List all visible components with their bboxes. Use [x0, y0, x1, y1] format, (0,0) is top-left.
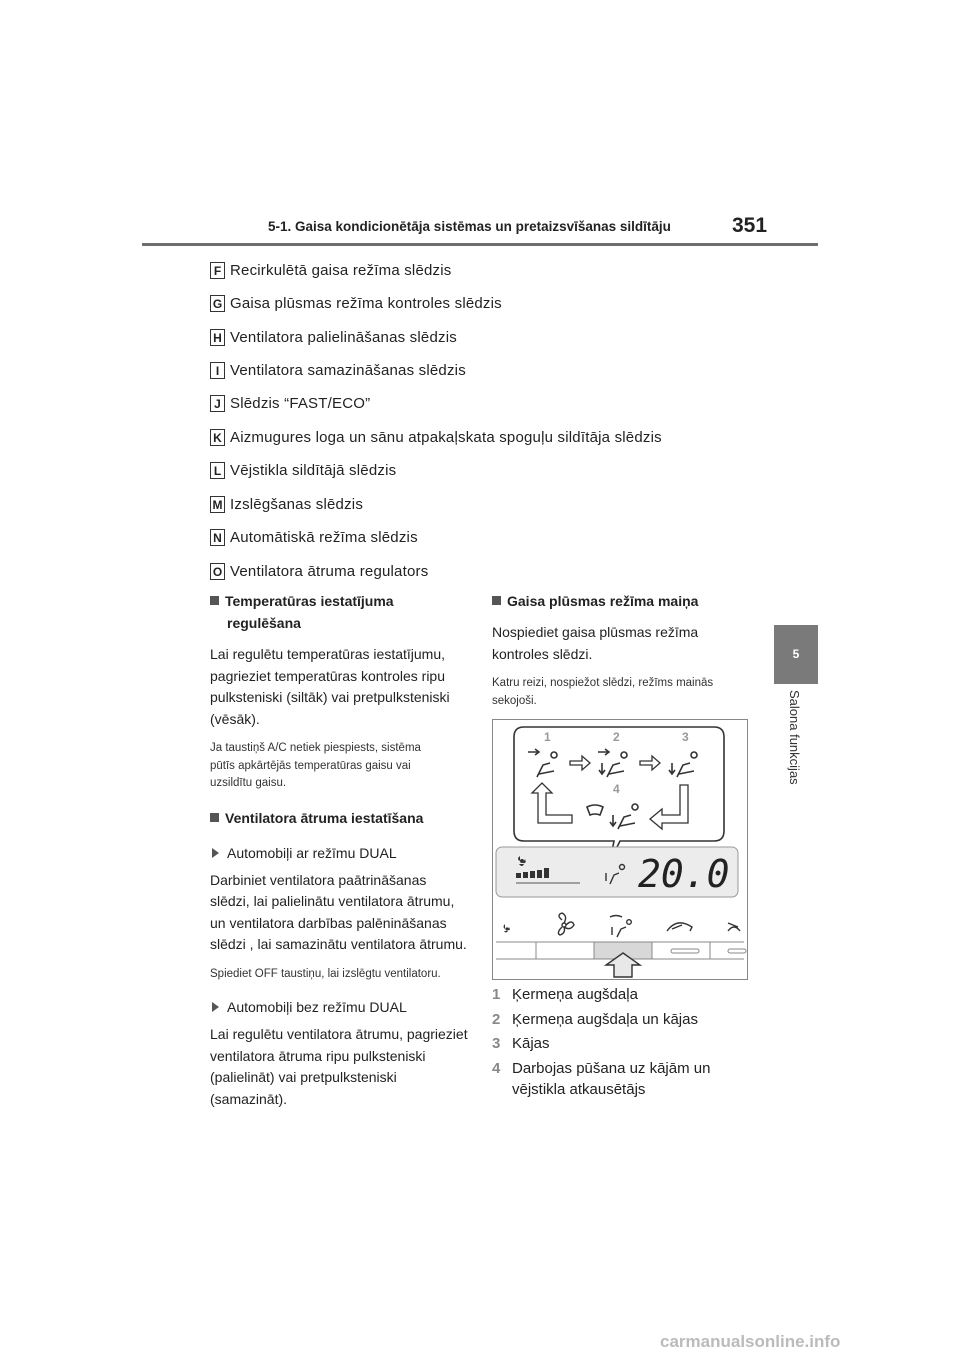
mode-item: 2 Ķermeņa augšdaļa un kājas — [492, 1010, 698, 1028]
airflow-mode-diagram — [492, 719, 748, 980]
mode-item: 4 Darbojas pūšana uz kājām un — [492, 1059, 711, 1077]
key-text: Aizmugures loga un sānu atpakaļskata spoguļu sildītāja slēdzis — [230, 429, 662, 447]
key-text: Ventilatora samazināšanas slēdzis — [230, 362, 466, 380]
key-item — [210, 462, 396, 482]
key-letter: H — [210, 329, 225, 346]
left-column — [210, 590, 470, 1110]
dual-bullet: Automobiļi ar režīmu DUAL — [210, 843, 470, 864]
mode-item: 1 Ķermeņa augšdaļa — [492, 986, 638, 1003]
key-item — [210, 395, 370, 415]
key-item — [210, 329, 457, 349]
triangle-bullet-icon — [212, 1002, 219, 1012]
mode-label-1: 1 — [544, 730, 551, 744]
key-text: Ventilatora palielināšanas slēdzis — [230, 329, 457, 347]
square-bullet-icon — [492, 596, 501, 605]
key-text: Automātiskā režīma slēdzis — [230, 529, 418, 547]
key-text: Izslēgšanas slēdzis — [230, 496, 364, 514]
key-letter: K — [210, 429, 225, 446]
key-item — [210, 295, 502, 315]
mode-label-2: 2 — [613, 730, 620, 744]
mode-label-4: 4 — [613, 782, 620, 796]
key-letter: G — [210, 295, 225, 312]
mode-item-continuation: vējstikla atkausētājs — [512, 1081, 646, 1098]
temp-paragraph: Lai regulētu temperatūras iestatījumu, pagrieziet temperatūras kontroles ripu pulksteniski (siltāk) vai pretpulksteniski (vēsāk). — [210, 646, 450, 727]
square-bullet-icon — [210, 813, 219, 822]
key-text: Slēdzis “FAST/ECO” — [230, 395, 371, 413]
key-letter: N — [210, 529, 225, 546]
mode-item: 3 Kājas — [492, 1035, 550, 1052]
header-title: 5-1. Gaisa kondicionētāja sistēmas un pretaizsvīšanas sildītāju — [268, 219, 671, 234]
temp-note: Ja taustiņš A/C netiek piespiests, sistēma pūtīs apkārtējās temperatūras gaisu vai uzsildītu gaisu. — [210, 742, 421, 789]
key-item — [210, 563, 428, 583]
key-text: Vējstikla sildītājā slēdzis — [230, 462, 397, 480]
side-tab-number: 5 — [774, 625, 818, 684]
key-text: Recirkulētā gaisa režīma slēdzis — [230, 262, 452, 280]
airflow-paragraph: Nospiediet gaisa plūsmas režīma kontroles slēdzi. — [492, 624, 699, 662]
key-letter: O — [210, 563, 225, 580]
display-temperature: 20.0 — [638, 852, 730, 896]
airflow-note: Katru reizi, nospiežot slēdzi, režīms mainās sekojoši. — [492, 677, 714, 707]
fan-heading: Ventilatora ātruma iestatīšana — [210, 807, 470, 829]
key-letter: L — [210, 462, 225, 479]
key-item — [210, 262, 451, 282]
key-item — [210, 429, 662, 449]
side-tab-label: Salona funkcijas — [787, 690, 802, 785]
key-item — [210, 496, 363, 516]
nodual-bullet: Automobiļi bez režīmu DUAL — [210, 997, 470, 1018]
key-letter: J — [210, 395, 225, 412]
key-letter: M — [210, 496, 225, 513]
header-rule — [142, 243, 818, 246]
square-bullet-icon — [210, 596, 219, 605]
right-column — [492, 590, 752, 710]
key-item — [210, 529, 418, 549]
key-item — [210, 362, 466, 382]
temp-heading: Temperatūras iestatījuma regulēšana — [210, 590, 470, 634]
airflow-heading: Gaisa plūsmas režīma maiņa — [492, 590, 752, 612]
triangle-bullet-icon — [212, 848, 219, 858]
page-number: 351 — [732, 214, 768, 237]
watermark: carmanualsonline.info — [660, 1332, 841, 1351]
key-letter: F — [210, 262, 225, 279]
key-text: Gaisa plūsmas režīma kontroles slēdzis — [230, 295, 502, 313]
nodual-paragraph: Lai regulētu ventilatora ātrumu, pagrieziet ventilatora ātruma ripu pulksteniski (palielināt) vai pretpulksteniski (samazināt). — [210, 1026, 468, 1107]
mode-label-3: 3 — [682, 730, 689, 744]
key-letter: I — [210, 362, 225, 379]
key-text: Ventilatora ātruma regulators — [230, 563, 429, 581]
mode-list — [492, 983, 762, 1103]
dual-paragraph: Darbiniet ventilatora paātrināšanas slēdzi, lai palielinātu ventilatora ātrumu, un ventilatora darbības palēnināšanas slēdzi , lai samazinātu ventilatora ātrumu. — [210, 871, 467, 952]
dual-note: Spiediet OFF taustiņu, lai izslēgtu ventilatoru. — [210, 967, 441, 980]
